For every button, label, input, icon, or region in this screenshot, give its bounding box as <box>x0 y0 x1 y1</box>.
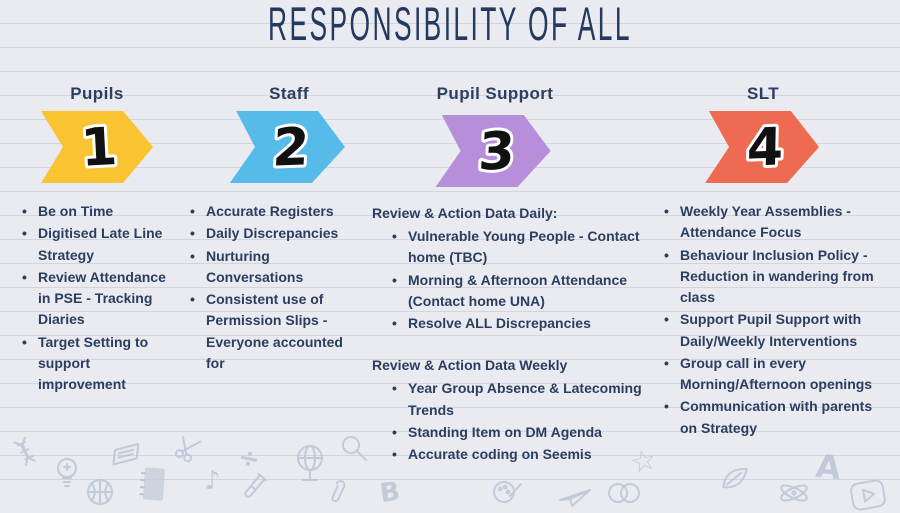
star-icon: ☆ <box>626 441 661 482</box>
column-pupil-support-top <box>420 84 570 183</box>
magnifier-icon <box>340 434 368 462</box>
list-item: • Daily Discrepancies <box>190 223 360 244</box>
weekly-list <box>392 378 654 465</box>
atom-icon <box>778 480 810 506</box>
step-number: 3 <box>476 121 517 183</box>
column-staff-top <box>214 84 364 183</box>
paperclip-icon <box>325 474 350 505</box>
list-item: • Target Setting to support improvement <box>22 332 174 396</box>
list-item: • Nurturing Conversations <box>190 246 360 289</box>
column-pupil-support <box>372 84 664 466</box>
step-number: 4 <box>746 117 784 179</box>
palette-icon <box>492 480 522 504</box>
list-item: • Accurate coding on Seemis <box>392 444 654 465</box>
column-pupils-top <box>22 84 172 183</box>
leaf-icon <box>720 462 750 494</box>
letter-a-icon: A <box>814 446 843 488</box>
page-title: RESPONSIBILITY OF ALL <box>268 0 632 51</box>
division-icon: ÷ <box>235 442 263 476</box>
section-heading-daily: Review & Action Data Daily: <box>372 205 558 221</box>
step-arrow-3 <box>436 115 554 187</box>
section-heading-weekly: Review & Action Data Weekly <box>372 357 568 374</box>
list-item: • Be on Time <box>22 201 174 222</box>
weekly-section <box>372 355 664 465</box>
list-item: • Digitised Late Line Strategy <box>22 223 174 266</box>
step-arrow-1 <box>41 111 153 183</box>
list-item: • Standing Item on DM Agenda <box>392 422 654 443</box>
step-arrow-2 <box>230 111 348 183</box>
list-item: • Morning & Afternoon Attendance (Contact home UNA) <box>392 270 654 313</box>
list-item: • Accurate Registers <box>190 201 360 222</box>
daily-section <box>372 203 664 334</box>
column-header-slt: SLT <box>746 84 780 103</box>
list-item: • Group call in every Morning/Afternoon openings <box>664 353 890 396</box>
list-item: • Year Group Absence & Latecoming Trends <box>392 378 654 421</box>
basketball-icon <box>86 478 114 506</box>
list-item: • Weekly Year Assemblies - Attendance Focus <box>664 201 890 244</box>
column-header-pupils: Pupils <box>70 84 124 103</box>
daily-list <box>392 226 654 334</box>
list-item: • Review Attendance in PSE - Tracking Diaries <box>22 267 174 331</box>
column-pupils <box>22 84 190 396</box>
column-header-staff: Staff <box>269 84 309 103</box>
column-header-pupil-support: Pupil Support <box>436 84 554 103</box>
test-tube-icon <box>240 472 268 503</box>
scissors-icon <box>173 433 205 465</box>
column-slt-top <box>688 84 838 183</box>
column-slt <box>664 84 894 440</box>
paper-plane-icon <box>558 488 592 508</box>
pupils-list <box>22 201 174 395</box>
newspaper-icon <box>108 441 145 469</box>
play-button-icon <box>848 477 889 513</box>
column-staff <box>190 84 372 375</box>
dna-icon <box>11 433 44 469</box>
list-item: • Communication with parents on Strategy <box>664 396 890 439</box>
step-arrow-4 <box>705 111 821 183</box>
list-item: • Consistent use of Permission Slips - Everyone accounted for <box>190 289 360 374</box>
list-item: • Behaviour Inclusion Policy - Reduction in wandering from class <box>664 245 890 309</box>
letter-b-icon: B <box>378 476 402 510</box>
list-item: • Vulnerable Young People - Contact home (TBC) <box>392 226 654 269</box>
step-number: 1 <box>79 117 119 179</box>
slt-list <box>664 201 890 439</box>
staff-list <box>190 201 360 374</box>
globe-icon <box>294 444 326 484</box>
list-item: • Support Pupil Support with Daily/Weekly Interventions <box>664 309 890 352</box>
music-note-icon: ♪ <box>204 466 221 496</box>
step-number: 2 <box>271 117 311 179</box>
notebook-icon <box>139 465 167 503</box>
lightbulb-icon <box>54 456 80 490</box>
list-item: • Resolve ALL Discrepancies <box>392 313 654 334</box>
circles-icon <box>606 482 642 504</box>
